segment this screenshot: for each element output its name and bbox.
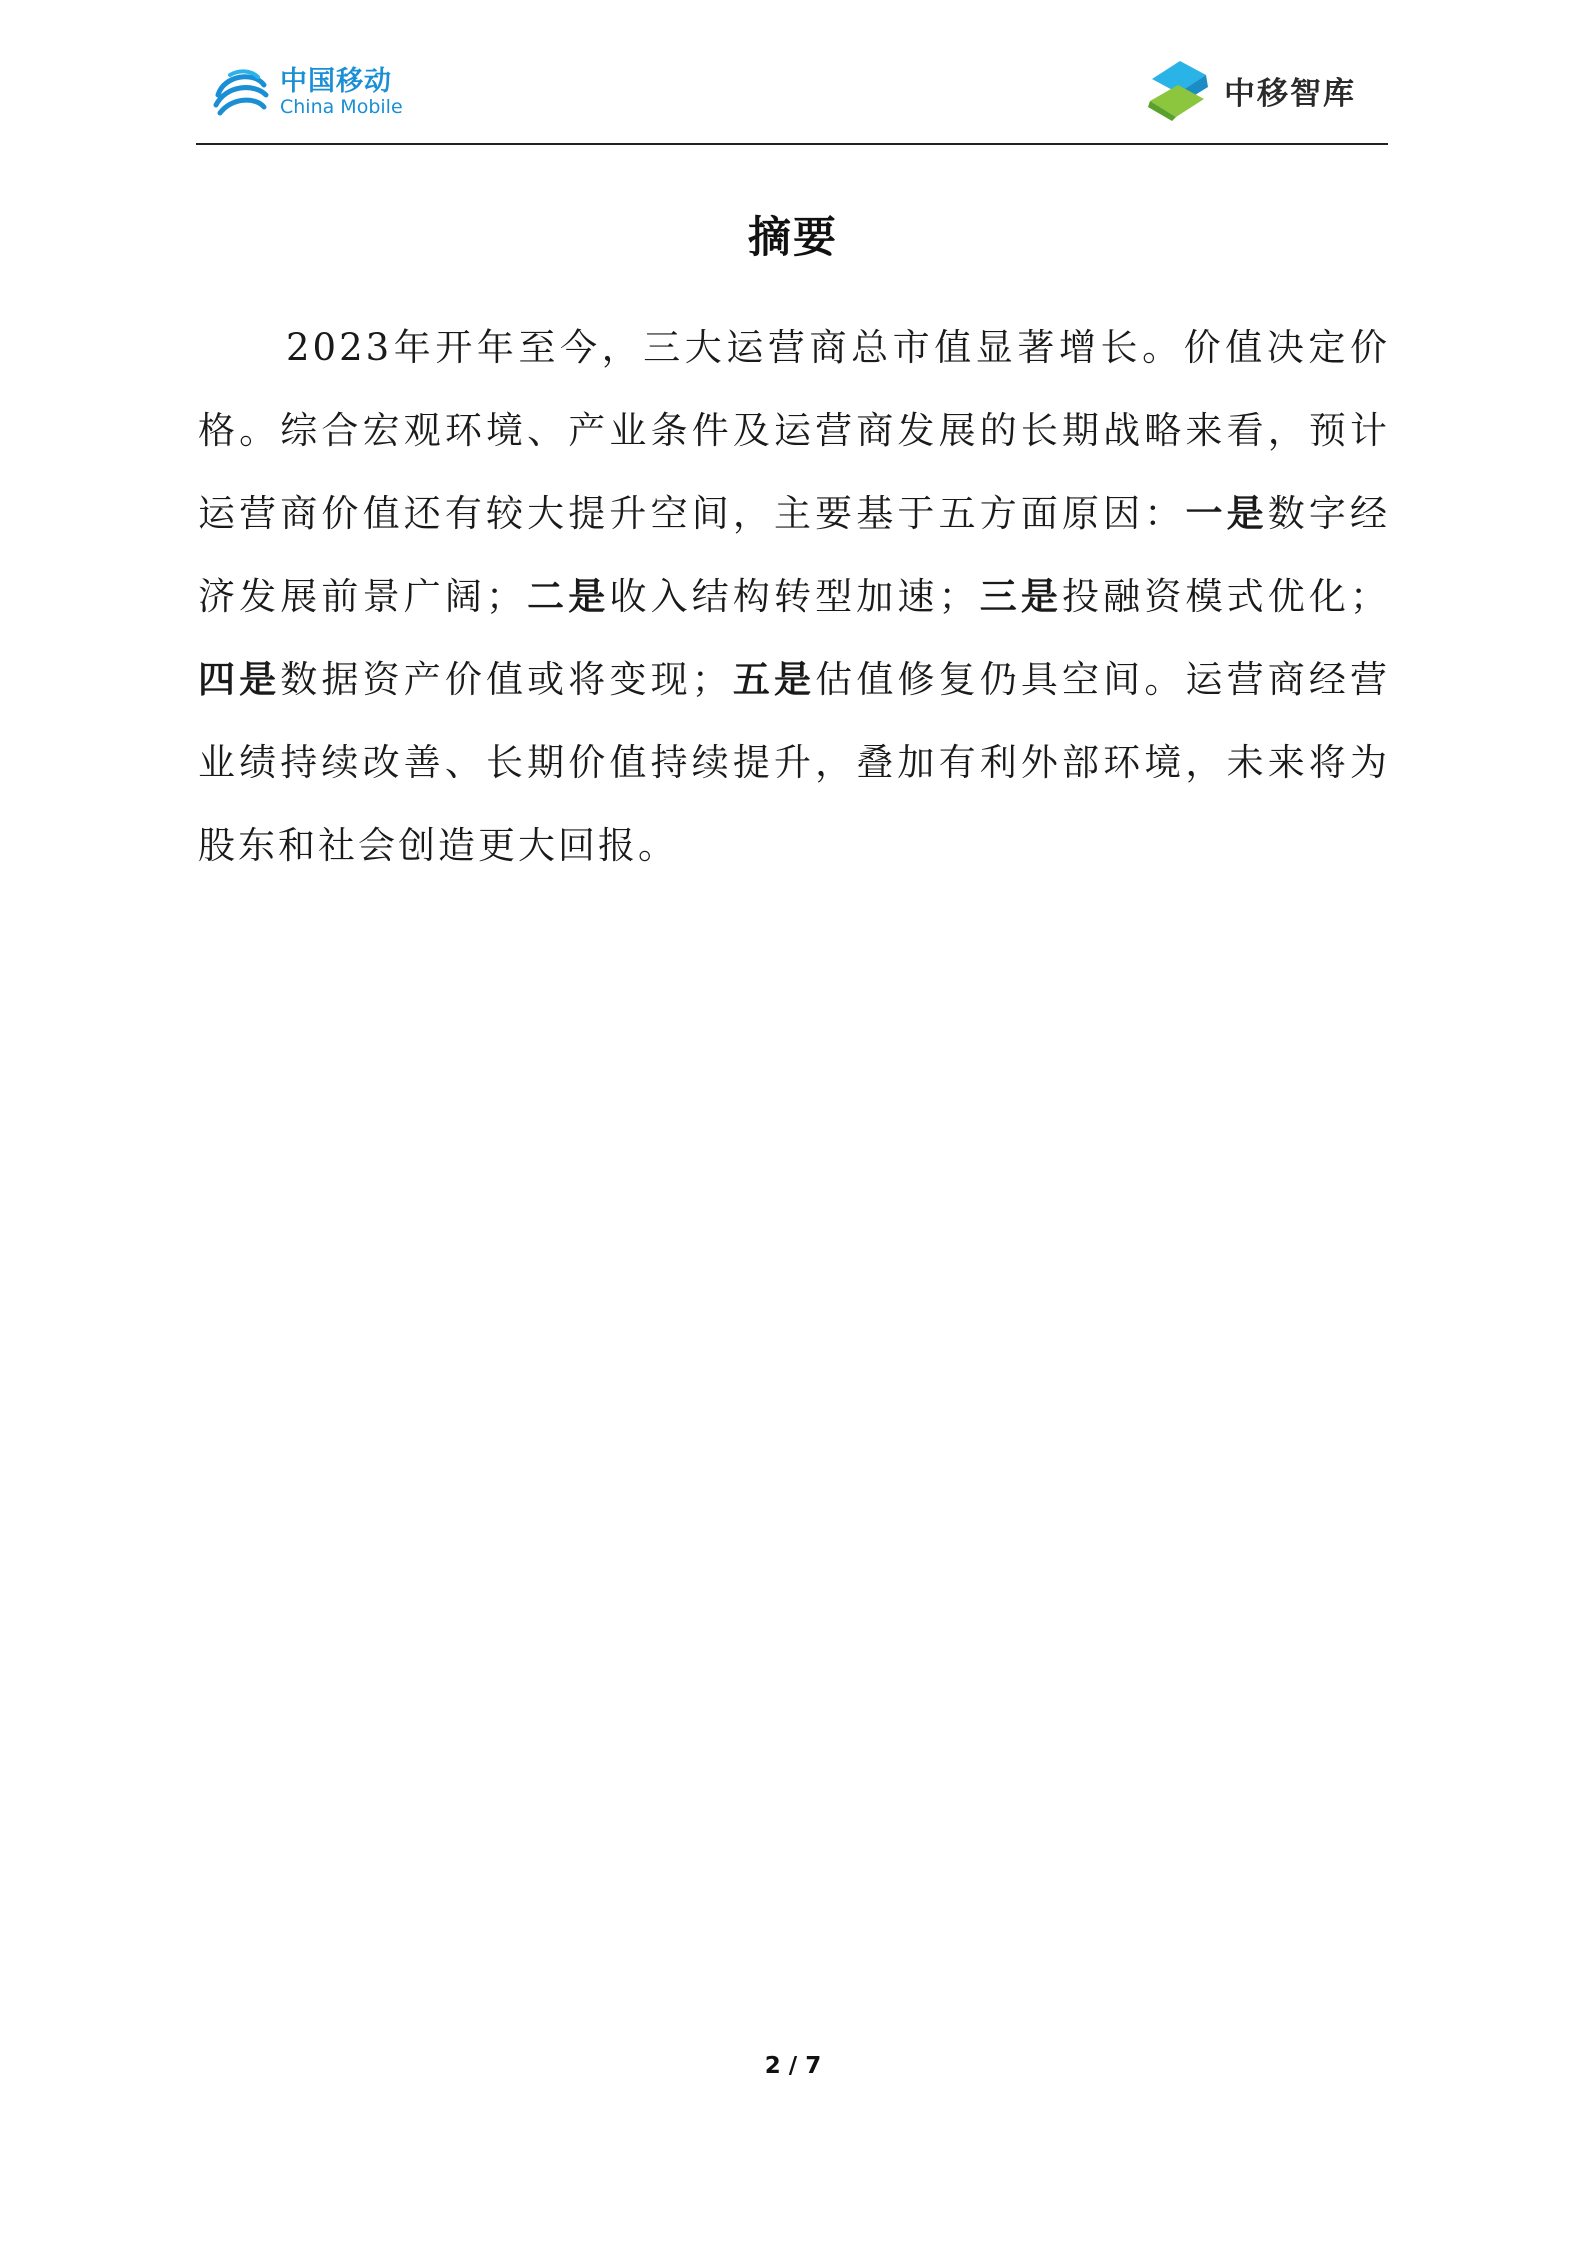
abstract-text-segment: 收入结构转型加速； bbox=[609, 575, 979, 618]
abstract-text-segment: 数字经济发展前景广阔； bbox=[198, 492, 1391, 618]
abstract-point-marker: 一是 bbox=[1185, 492, 1268, 535]
abstract-text-segment: 2023年开年至今，三大运营商总市值显著增长。价值决定价格。综合宏观环境、产业条件及运营商发展的长期战略来看，预计运营商价值还有较大提升空间，主要基于五方面原因： bbox=[198, 326, 1390, 535]
page-header bbox=[196, 55, 1388, 145]
think-tank-name: 中移智库 bbox=[1224, 75, 1356, 112]
china-mobile-logo bbox=[210, 61, 403, 123]
china-mobile-cn-name: 中国移动 bbox=[280, 65, 392, 97]
page-title: 摘要 bbox=[748, 213, 838, 263]
abstract-paragraph bbox=[198, 306, 1390, 887]
abstract-point-marker: 三是 bbox=[978, 575, 1063, 618]
page-number: 2 / 7 bbox=[764, 2053, 822, 2079]
abstract-point-marker: 五是 bbox=[731, 658, 816, 701]
china-mobile-en-name: China Mobile bbox=[280, 95, 403, 118]
zhongyi-think-tank-logo bbox=[1142, 57, 1356, 123]
abstract-text-segment: 估值修复仍具空间。运营商经营业绩持续改善、长期价值持续提升，叠加有利外部环境，未来将为股东和社会创造更大回报。 bbox=[198, 658, 1391, 867]
think-tank-s-icon bbox=[1142, 57, 1214, 123]
abstract-text-segment: 数据资产价值或将变现； bbox=[280, 658, 732, 701]
abstract-text-segment: 投融资模式优化； bbox=[1062, 575, 1391, 618]
abstract-point-marker: 二是 bbox=[526, 575, 610, 618]
abstract-point-marker: 四是 bbox=[198, 658, 281, 701]
china-mobile-swirl-icon bbox=[210, 61, 272, 123]
